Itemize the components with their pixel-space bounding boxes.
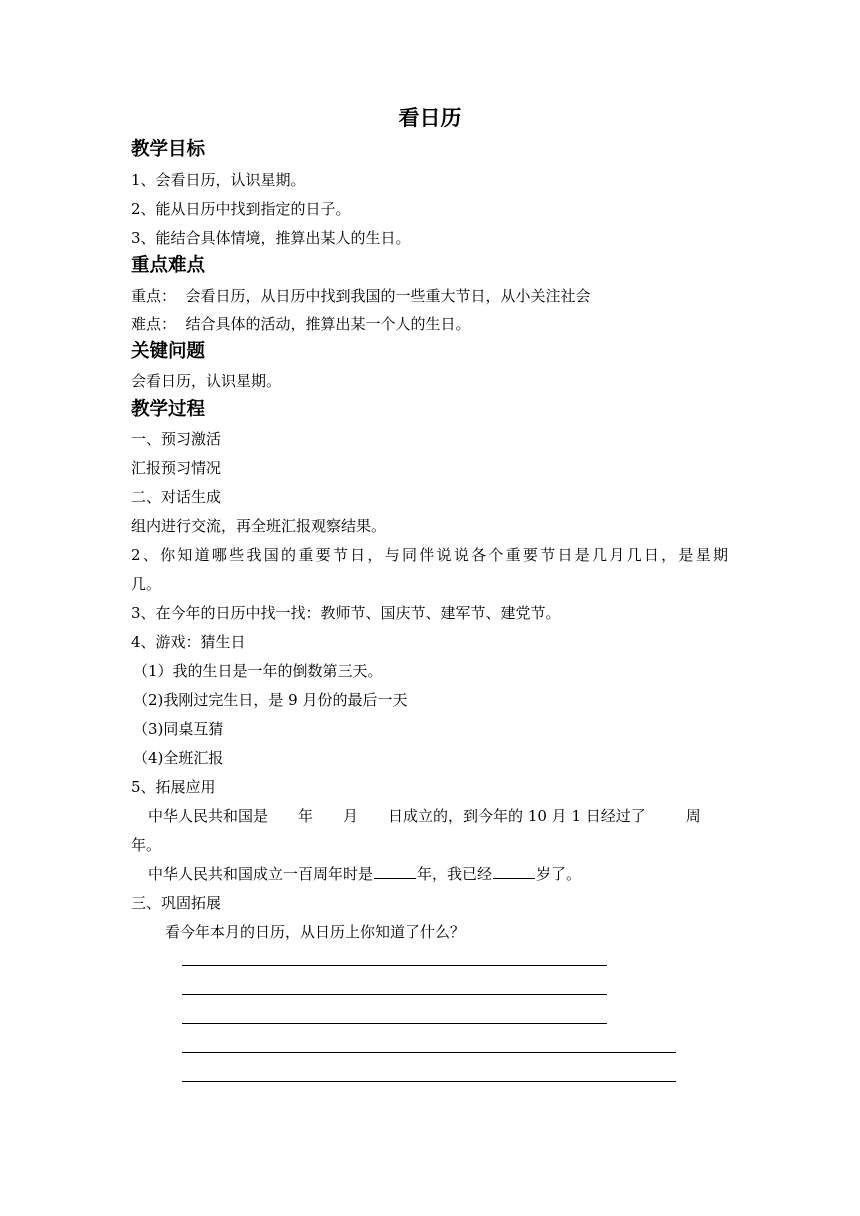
- process-line: （1）我的生日是一年的倒数第三天。: [133, 662, 383, 680]
- fill-text: 周: [685, 807, 701, 825]
- fill-text: 岁了。: [536, 865, 582, 883]
- process-line: 汇报预习情况: [131, 459, 222, 477]
- process-line: 一、预习激活: [131, 430, 222, 448]
- process-line: 二、对话生成: [131, 488, 222, 506]
- process-line: （3)同桌互猜: [133, 720, 224, 738]
- objective-item-3: 3、能结合具体情境，推算出某人的生日。: [131, 229, 411, 247]
- answer-line: [182, 1023, 607, 1024]
- fill-text: 年: [298, 807, 314, 825]
- objective-item-1: 1、会看日历，认识星期。: [131, 171, 306, 189]
- answer-line: [182, 994, 607, 995]
- heading-objectives: 教学目标: [131, 139, 206, 160]
- process-line: 2、你知道哪些我国的重要节日，与同伴说说各个重要节日是几月几日，是星期: [131, 546, 728, 564]
- blank-age-underline: [493, 877, 535, 879]
- key-point-item: 重点： 会看日历，从日历中找到我国的一些重大节日，从小关注社会: [131, 287, 591, 305]
- fill-in-sentence-2: [148, 863, 581, 885]
- heading-process: 教学过程: [131, 399, 206, 420]
- fill-text: 年，我已经: [417, 865, 493, 883]
- fill-text: 中华人民共和国是: [148, 807, 269, 825]
- key-question-item: 会看日历，认识星期。: [131, 372, 282, 390]
- heading-key-question: 关键问题: [131, 341, 206, 362]
- blank-year-underline: [374, 877, 416, 879]
- difficulty-item: 难点： 结合具体的活动，推算出某一个人的生日。: [131, 315, 471, 333]
- process-line: 3、在今年的日历中找一找：教师节、国庆节、建军节、建党节。: [131, 604, 561, 622]
- question-line: 看今年本月的日历，从日历上你知道了什么？: [165, 923, 466, 941]
- fill-text: 中华人民共和国成立一百周年时是: [148, 865, 374, 883]
- process-line: 4、游戏：猜生日: [131, 633, 246, 651]
- process-line: 三、巩固拓展: [131, 894, 222, 912]
- answer-line: [182, 1052, 676, 1053]
- objective-item-2: 2、能从日历中找到指定的日子。: [131, 200, 351, 218]
- process-line: 组内进行交流，再全班汇报观察结果。: [131, 517, 387, 535]
- process-line: 5、拓展应用: [131, 778, 216, 796]
- fill-text: 月: [343, 807, 359, 825]
- fill-in-sentence-1-cont: 年。: [131, 836, 162, 854]
- page-title: 看日历: [398, 106, 462, 130]
- process-line: 几。: [131, 575, 162, 593]
- process-line: （2)我刚过完生日，是 9 月份的最后一天: [133, 691, 408, 709]
- fill-in-sentence-1: [148, 805, 728, 827]
- process-line: （4)全班汇报: [133, 749, 224, 767]
- heading-key-points: 重点难点: [131, 255, 206, 276]
- fill-text: 日成立的，到今年的 10 月 1 日经过了: [388, 807, 646, 825]
- answer-line: [182, 965, 607, 966]
- answer-line: [182, 1081, 676, 1082]
